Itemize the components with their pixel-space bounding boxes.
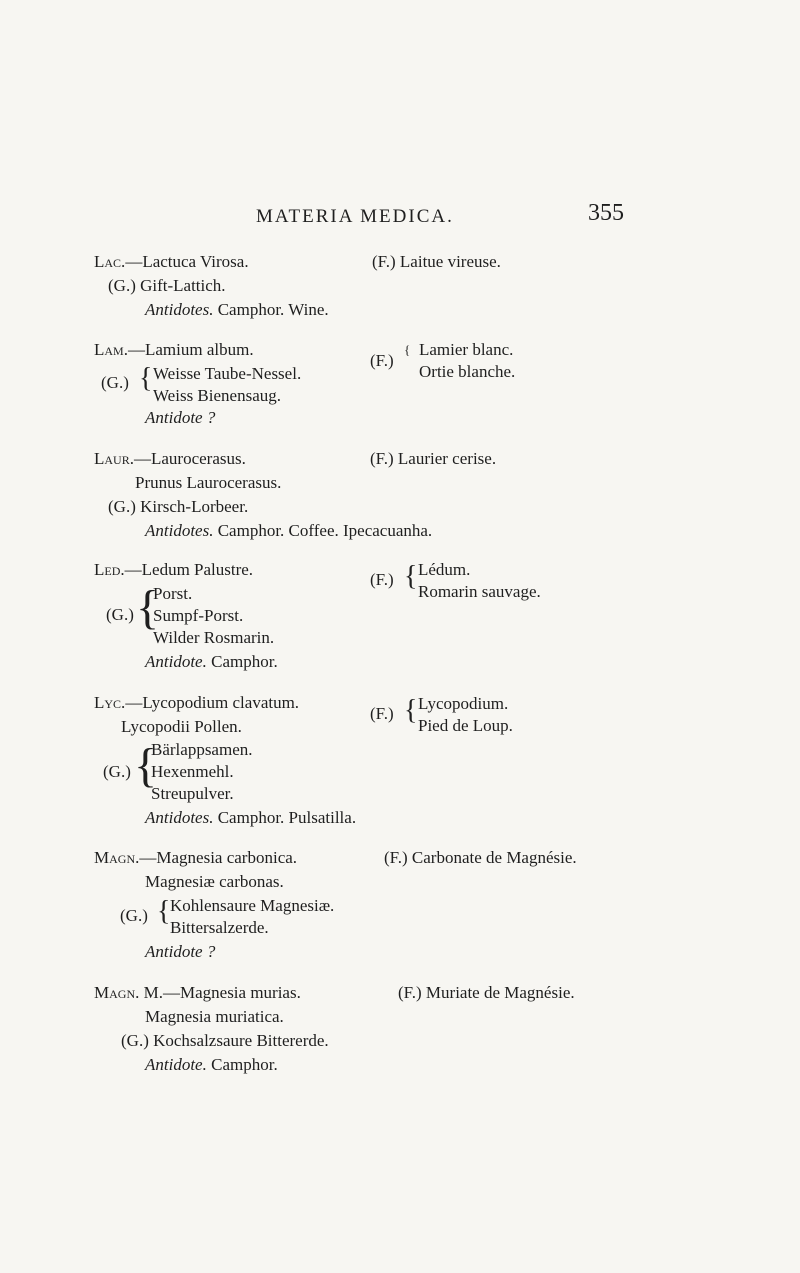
- entry-lyc-synonym: Lycopodii Pollen.: [121, 717, 242, 736]
- entry-lyc-fr-2: Pied de Loup.: [418, 716, 513, 735]
- entry-laur-heading: [94, 449, 246, 469]
- entry-lyc-fr-1: Lycopodium.: [418, 694, 509, 713]
- entry-lyc-antidotes: [145, 808, 356, 828]
- running-title: MATERIA MEDICA.: [256, 206, 454, 227]
- entry-lam-fr-tag: (F.): [370, 351, 394, 370]
- brace-icon: {: [404, 342, 411, 357]
- antidotes-label: Antidotes.: [145, 521, 214, 540]
- entry-led-antidote: [145, 652, 278, 672]
- entry-magn-m-german: (G.) Kochsalzsaure Bittererde.: [121, 1031, 329, 1050]
- entry-lyc-fr-tag: (F.): [370, 704, 394, 723]
- antidotes-text: Camphor. Wine.: [217, 300, 329, 319]
- entry-laur-french: (F.) Laurier cerise.: [370, 449, 497, 468]
- entry-magn-antidote: Antidote ?: [145, 942, 216, 961]
- entry-led-heading: [94, 560, 253, 580]
- entry-magn-m-heading: [94, 983, 301, 1003]
- antidote-label: Antidote.: [145, 1055, 207, 1074]
- antidotes-label: Antidotes.: [145, 808, 214, 827]
- brace-icon: {: [134, 739, 158, 792]
- antidotes-text: Camphor. Pulsatilla.: [217, 808, 357, 827]
- antidotes-label: Antidotes.: [145, 300, 214, 319]
- entry-lyc-de-3: Streupulver.: [151, 784, 234, 803]
- entry-latin: —Magnesia carbonica.: [139, 848, 298, 867]
- entry-abbr: Laur.: [94, 449, 134, 468]
- entry-abbr: Led.: [94, 560, 125, 579]
- entry-latin: —Lactuca Virosa.: [125, 252, 249, 271]
- entry-magn-de-tag: (G.): [120, 906, 148, 925]
- entry-laur-german: (G.) Kirsch-Lorbeer.: [108, 497, 249, 516]
- entry-led-de-tag: (G.): [106, 605, 134, 624]
- antidotes-text: Camphor. Coffee. Ipecacuanha.: [217, 521, 433, 540]
- antidote-label: Antidote.: [145, 652, 207, 671]
- entry-magn-m-synonym: Magnesia muriatica.: [145, 1007, 284, 1026]
- brace-icon: {: [404, 561, 418, 592]
- entry-lam-fr-2: Ortie blanche.: [419, 362, 516, 381]
- entry-lam-fr-1: Lamier blanc.: [419, 340, 514, 359]
- entry-abbr: Lam.: [94, 340, 128, 359]
- entry-lac-heading: [94, 252, 249, 272]
- entry-magn-de-1: Kohlensaure Magnesiæ.: [170, 896, 335, 915]
- brace-icon: {: [139, 363, 153, 394]
- entry-abbr: Magn. M.: [94, 983, 163, 1002]
- entry-latin: —Laurocerasus.: [133, 449, 246, 468]
- entry-lyc-heading: [94, 693, 299, 713]
- entry-lam-heading: [94, 340, 254, 360]
- entry-led-fr-tag: (F.): [370, 570, 394, 589]
- entry-latin: —Magnesia murias.: [162, 983, 301, 1002]
- entry-lam-de-2: Weiss Bienensaug.: [153, 386, 281, 405]
- entry-latin: —Lycopodium clavatum.: [125, 693, 300, 712]
- antidote-text: Camphor.: [211, 1055, 278, 1074]
- entry-lac-antidotes: [145, 300, 329, 320]
- entry-lyc-de-tag: (G.): [103, 762, 131, 781]
- entry-lam-antidote: Antidote ?: [145, 408, 216, 427]
- entry-led-fr-1: Lédum.: [418, 560, 471, 579]
- antidote-text: Camphor.: [211, 652, 278, 671]
- entry-magn-de-2: Bittersalzerde.: [170, 918, 269, 937]
- entry-latin: —Ledum Palustre.: [124, 560, 254, 579]
- entry-lac-german: (G.) Gift-Lattich.: [108, 276, 226, 295]
- entry-lam-de-1: Weisse Taube-Nessel.: [153, 364, 302, 383]
- brace-icon: {: [157, 896, 171, 927]
- entry-magn-synonym: Magnesiæ carbonas.: [145, 872, 284, 891]
- entry-led-de-1: Porst.: [153, 584, 193, 603]
- entry-abbr: Magn.: [94, 848, 140, 867]
- entry-magn-m-antidote: [145, 1055, 278, 1075]
- entry-lyc-de-2: Hexenmehl.: [151, 762, 234, 781]
- entry-led-de-3: Wilder Rosmarin.: [153, 628, 275, 647]
- page-number: 355: [588, 200, 624, 226]
- entry-magn-heading: [94, 848, 297, 868]
- brace-icon: {: [404, 695, 418, 726]
- entry-laur-synonym: Prunus Laurocerasus.: [135, 473, 282, 492]
- entry-lam-de-tag: (G.): [101, 373, 129, 392]
- entry-lyc-de-1: Bärlappsamen.: [151, 740, 253, 759]
- entry-laur-antidotes: [145, 521, 432, 541]
- entry-led-de-2: Sumpf-Porst.: [153, 606, 244, 625]
- entry-abbr: Lyc.: [94, 693, 126, 712]
- entry-latin: —Lamium album.: [127, 340, 254, 359]
- entry-magn-m-french: (F.) Muriate de Magnésie.: [398, 983, 575, 1002]
- brace-icon: {: [136, 581, 160, 634]
- entry-led-fr-2: Romarin sauvage.: [418, 582, 541, 601]
- entry-magn-french: (F.) Carbonate de Magnésie.: [384, 848, 577, 867]
- entry-lac-french: (F.) Laitue vireuse.: [372, 252, 501, 271]
- entry-abbr: Lac.: [94, 252, 126, 271]
